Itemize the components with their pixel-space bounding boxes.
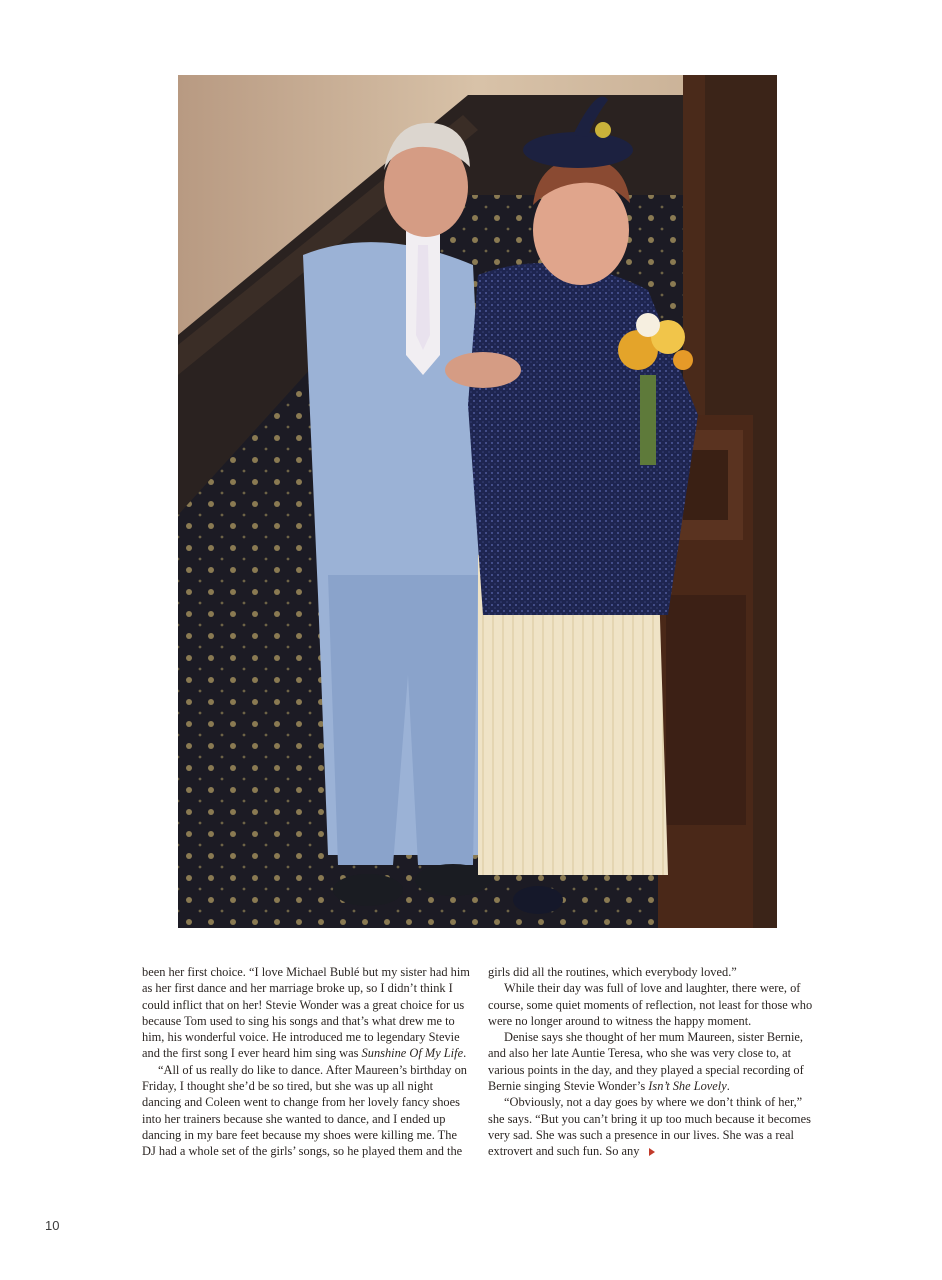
article-columns <box>142 964 817 1160</box>
article-text: “Obviously, not a day goes by where we don’t think of her,” she says. “But you can’t bring it up too much because it becomes very sad. She was such a presence in our lives. She was a real extrovert and such fun. So any <box>488 1095 811 1159</box>
triangle-right-icon <box>649 1148 655 1156</box>
article-paragraph: girls did all the routines, which everybody loved.” <box>488 965 737 979</box>
article-paragraph: “All of us really do like to dance. After Maureen’s birthday on Friday, I thought she’d be so tired, but she was up all night dancing and Coleen went to change from her lovely fancy shoes into her trainers because she wanted to dance, and I ended up dancing in my bare feet because my shoes were killing me. The DJ had a whole set of the girls’ songs, so he played them and the <box>142 1062 467 1159</box>
article-column-left <box>142 964 470 1160</box>
article-paragraph: While their day was full of love and laughter, there were, of course, some quiet moments of reflection, not least for those who were no longer around to witness the happy moment. <box>488 981 813 1028</box>
article-text: . <box>726 1079 730 1094</box>
article-text: been her first choice. “I love Michael Bublé but my sister had him as her first dance and her marriage broke up, so I didn’t think I could inflict that on her! Stevie Wonder was a great choice for us because Tom used to sing his songs and that’s what drew me to him, his wonderful voice. He introduced me to legendary Stevie and the first song I ever heard him sing was <box>142 965 470 1061</box>
article-paragraph <box>488 1094 816 1159</box>
article-paragraph <box>142 964 470 1062</box>
article-paragraph <box>488 1029 816 1094</box>
wedding-couple-photo <box>178 75 777 928</box>
song-title: Isn’t She Lovely <box>648 1079 727 1094</box>
article-column-right <box>488 964 816 1160</box>
article-text: Denise says she thought of her mum Maureen, sister Bernie, and also her late Auntie Teresa, who she was very close to, at various points in the day, and they played a special recording of Bernie singing Stevie Wonder’s <box>488 1030 804 1094</box>
page-number: 10 <box>45 1218 60 1233</box>
song-title: Sunshine Of My Life <box>361 1046 464 1061</box>
article-text: . <box>463 1046 467 1061</box>
